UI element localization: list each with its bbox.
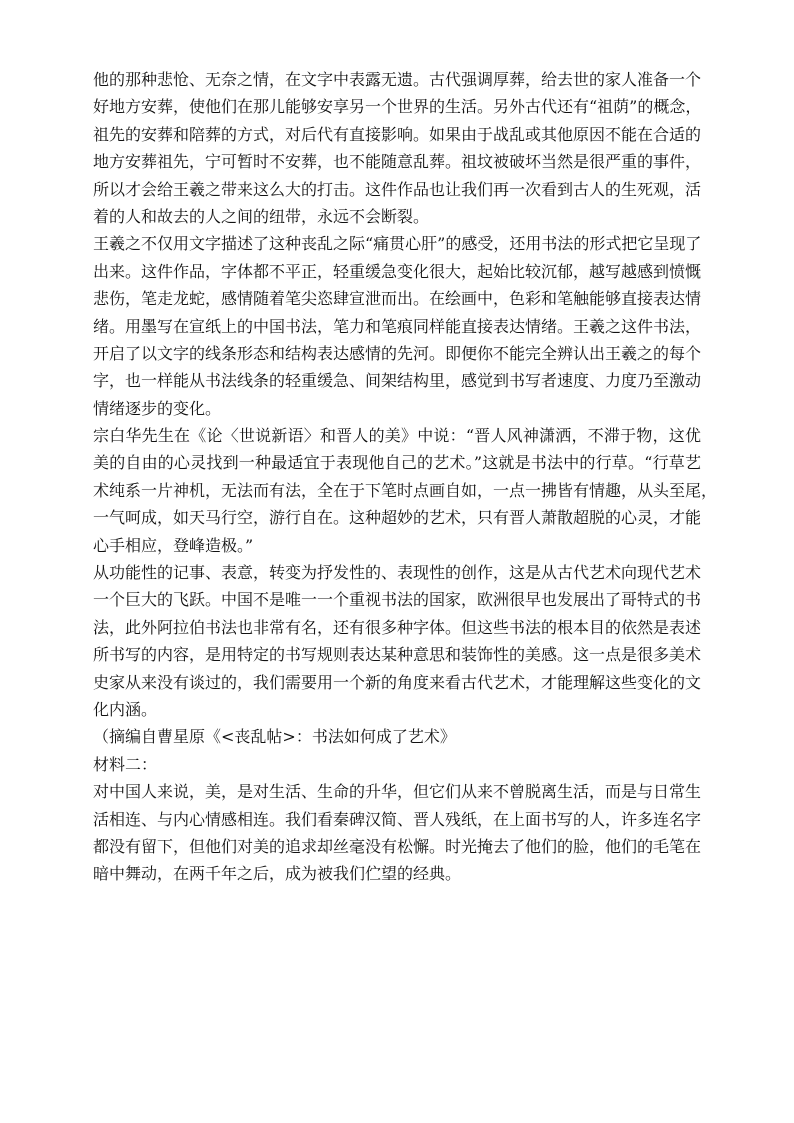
text-line: 一气呵成，如天马行空，游行自在。这种超妙的艺术，只有晋人萧散超脱的心灵，才能: [93, 508, 702, 528]
paragraph-2: [93, 230, 701, 422]
paragraph-5: [93, 778, 701, 888]
paragraph-3: [93, 422, 718, 559]
text-line: 都没有留下，但他们对美的追求却丝毫没有松懈。时光掩去了他们的脸，他们的毛笔在: [93, 836, 702, 856]
text-line: 对中国人来说，美，是对生活、生命的升华，但它们从来不曾脱离生活，而是与日常生: [93, 782, 702, 802]
text-line: 好地方安葬，使他们在那儿能够安享另一个世界的生活。另外古代还有“祖荫”的概念，: [93, 97, 702, 117]
text-line: 所书写的内容，是用特定的书写规则表达某种意思和装饰性的美感。这一点是很多美术: [93, 645, 702, 665]
text-line: 美的自由的心灵找到一种最适宜于表现他自己的艺术。”这就是书法中的行草。“行草艺: [93, 453, 701, 473]
text-line: 悲伤，笔走龙蛇，感情随着笔尖恣肆宣泄而出。在绘画中，色彩和笔触能够直接表达情: [93, 289, 702, 309]
text-line: 心手相应，登峰造极。”: [93, 535, 254, 555]
text-line: 化内涵。: [93, 699, 158, 719]
paragraph-4: [93, 559, 701, 723]
text-line: 字，也一样能从书法线条的轻重缓急、间架结构里，感觉到书写者速度、力度乃至激动: [93, 371, 702, 391]
text-line: 情绪逐步的变化。: [93, 398, 222, 418]
text-line: 着的人和故去的人之间的纽带，永远不会断裂。: [93, 206, 430, 226]
text-line: 绪。用墨写在宣纸上的中国书法，笔力和笔痕同样能直接表达情绪。王羲之这件书法，: [93, 316, 702, 336]
text-line: 暗中舞动，在两千年之后，成为被我们伫望的经典。: [93, 864, 462, 884]
citation: （摘编自曹星原《<丧乱帖>：书法如何成了艺术》: [93, 727, 456, 747]
text-line: 从功能性的记事、表意，转变为抒发性的、表现性的创作，这是从古代艺术向现代艺术: [93, 563, 702, 583]
paragraph-1: [93, 66, 701, 230]
text-line: 他的那种悲怆、无奈之情，在文字中表露无遗。古代强调厚葬，给去世的家人准备一个: [93, 70, 702, 89]
text-line: 一个巨大的飞跃。中国不是唯一一个重视书法的国家，欧洲很早也发展出了哥特式的书: [93, 590, 702, 610]
text-line: 出来。这件作品，字体都不平正，轻重缓急变化很大，起始比较沉郁，越写越感到愤慨: [93, 261, 702, 281]
text-line: 开启了以文字的线条形态和结构表达感情的先河。即便你不能完全辨认出王羲之的每个: [93, 343, 702, 363]
text-line: 法，此外阿拉伯书法也非常有名，还有很多种字体。但这些书法的根本目的依然是表述: [93, 617, 702, 637]
text-line: 王羲之不仅用文字描述了这种丧乱之际“痛贯心肝”的感受，还用书法的形式把它呈现了: [93, 234, 702, 254]
text-line: 宗白华先生在《论〈世说新语〉和晋人的美》中说：“晋人风神潇洒，不滞于物，这优: [93, 426, 701, 446]
material-heading: 材料二：: [93, 754, 158, 774]
text-line: 所以才会给王羲之带来这么大的打击。这件作品也让我们再一次看到古人的生死观，活: [93, 179, 702, 199]
text-line: 术纯系一片神机，无法而有法，全在于下笔时点画自如，一点一拂皆有情趣，从头至尾，: [93, 480, 718, 500]
document-body: [93, 66, 718, 888]
text-line: 活相连、与内心情感相连。我们看秦碑汉简、晋人残纸，在上面书写的人，许多连名字: [93, 809, 702, 829]
text-line: 史家从来没有谈过的，我们需要用一个新的角度来看古代艺术，才能理解这些变化的文: [93, 672, 702, 692]
text-line: 地方安葬祖先，宁可暂时不安葬，也不能随意乱葬。祖坟被破坏当然是很严重的事件，: [93, 152, 702, 172]
text-line: 祖先的安葬和陪葬的方式，对后代有直接影响。如果由于战乱或其他原因不能在合适的: [93, 124, 702, 144]
